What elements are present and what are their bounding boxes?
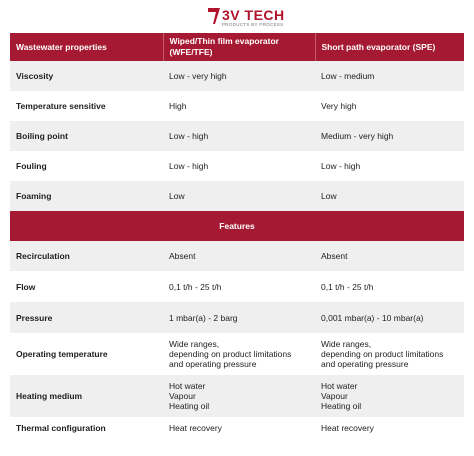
wfe-cell: 0,1 t/h - 25 t/h: [163, 271, 315, 302]
row-label: Fouling: [10, 151, 163, 181]
cell-line: Hot water: [169, 381, 206, 391]
brand-name: 3V TECH: [222, 7, 285, 23]
table-row: [10, 91, 464, 121]
cell-line: Wide ranges,: [321, 339, 372, 349]
table-row: [10, 241, 464, 271]
spe-cell: Absent: [315, 241, 464, 271]
row-label: Temperature sensitive: [10, 91, 163, 121]
row-label: Operating temperature: [10, 333, 163, 375]
header-wfe: Wiped/Thin film evaporator (WFE/TFE): [163, 33, 315, 61]
wfe-cell: Low - high: [163, 151, 315, 181]
row-label: Foaming: [10, 181, 163, 211]
wfe-cell: [163, 375, 315, 417]
cell-line: Vapour: [169, 391, 196, 401]
row-label: Viscosity: [10, 61, 163, 91]
row-label: Boiling point: [10, 121, 163, 151]
table-row: [10, 302, 464, 333]
row-label: Recirculation: [10, 241, 163, 271]
table-row: [10, 333, 464, 375]
row-label: Flow: [10, 271, 163, 302]
table-row: [10, 417, 464, 439]
spe-cell: Low - medium: [315, 61, 464, 91]
cell-line: and operating pressure: [321, 359, 409, 369]
row-label: Heating medium: [10, 375, 163, 417]
spe-cell: 0,001 mbar(a) - 10 mbar(a): [315, 302, 464, 333]
wfe-cell: 1 mbar(a) - 2 barg: [163, 302, 315, 333]
section-title: Features: [10, 211, 464, 241]
table-row: [10, 61, 464, 91]
wfe-cell: Low - high: [163, 121, 315, 151]
table-row: [10, 181, 464, 211]
table-row: [10, 121, 464, 151]
header-spe: Short path evaporator (SPE): [315, 33, 464, 61]
cell-line: Hot water: [321, 381, 358, 391]
spe-cell: 0,1 t/h - 25 t/h: [315, 271, 464, 302]
cell-line: Heating oil: [169, 401, 210, 411]
spe-cell: [315, 333, 464, 375]
wfe-cell: [163, 333, 315, 375]
spe-cell: Low: [315, 181, 464, 211]
spe-cell: Low - high: [315, 151, 464, 181]
row-label: Pressure: [10, 302, 163, 333]
logo-mark-icon: [208, 8, 220, 24]
wfe-cell: High: [163, 91, 315, 121]
table-header-row: [10, 33, 464, 61]
wfe-cell: Absent: [163, 241, 315, 271]
table-row: [10, 271, 464, 302]
spe-cell: Medium - very high: [315, 121, 464, 151]
spe-cell: [315, 375, 464, 417]
cell-line: and operating pressure: [169, 359, 257, 369]
cell-line: Wide ranges,: [169, 339, 220, 349]
brand-tagline: PRODUCTS BY PROCESS: [222, 22, 284, 27]
table-row: [10, 151, 464, 181]
cell-line: depending on product limitations: [321, 349, 444, 359]
row-label: Thermal configuration: [10, 417, 163, 439]
wfe-cell: Low: [163, 181, 315, 211]
header-properties: Wastewater properties: [10, 33, 163, 61]
table-row: [10, 375, 464, 417]
cell-line: Vapour: [321, 391, 348, 401]
cell-line: depending on product limitations: [169, 349, 292, 359]
cell-line: Heating oil: [321, 401, 362, 411]
spe-cell: Heat recovery: [315, 417, 464, 439]
wfe-cell: Low - very high: [163, 61, 315, 91]
section-header-row: [10, 211, 464, 241]
comparison-table: [10, 33, 464, 439]
wfe-cell: Heat recovery: [163, 417, 315, 439]
spe-cell: Very high: [315, 91, 464, 121]
